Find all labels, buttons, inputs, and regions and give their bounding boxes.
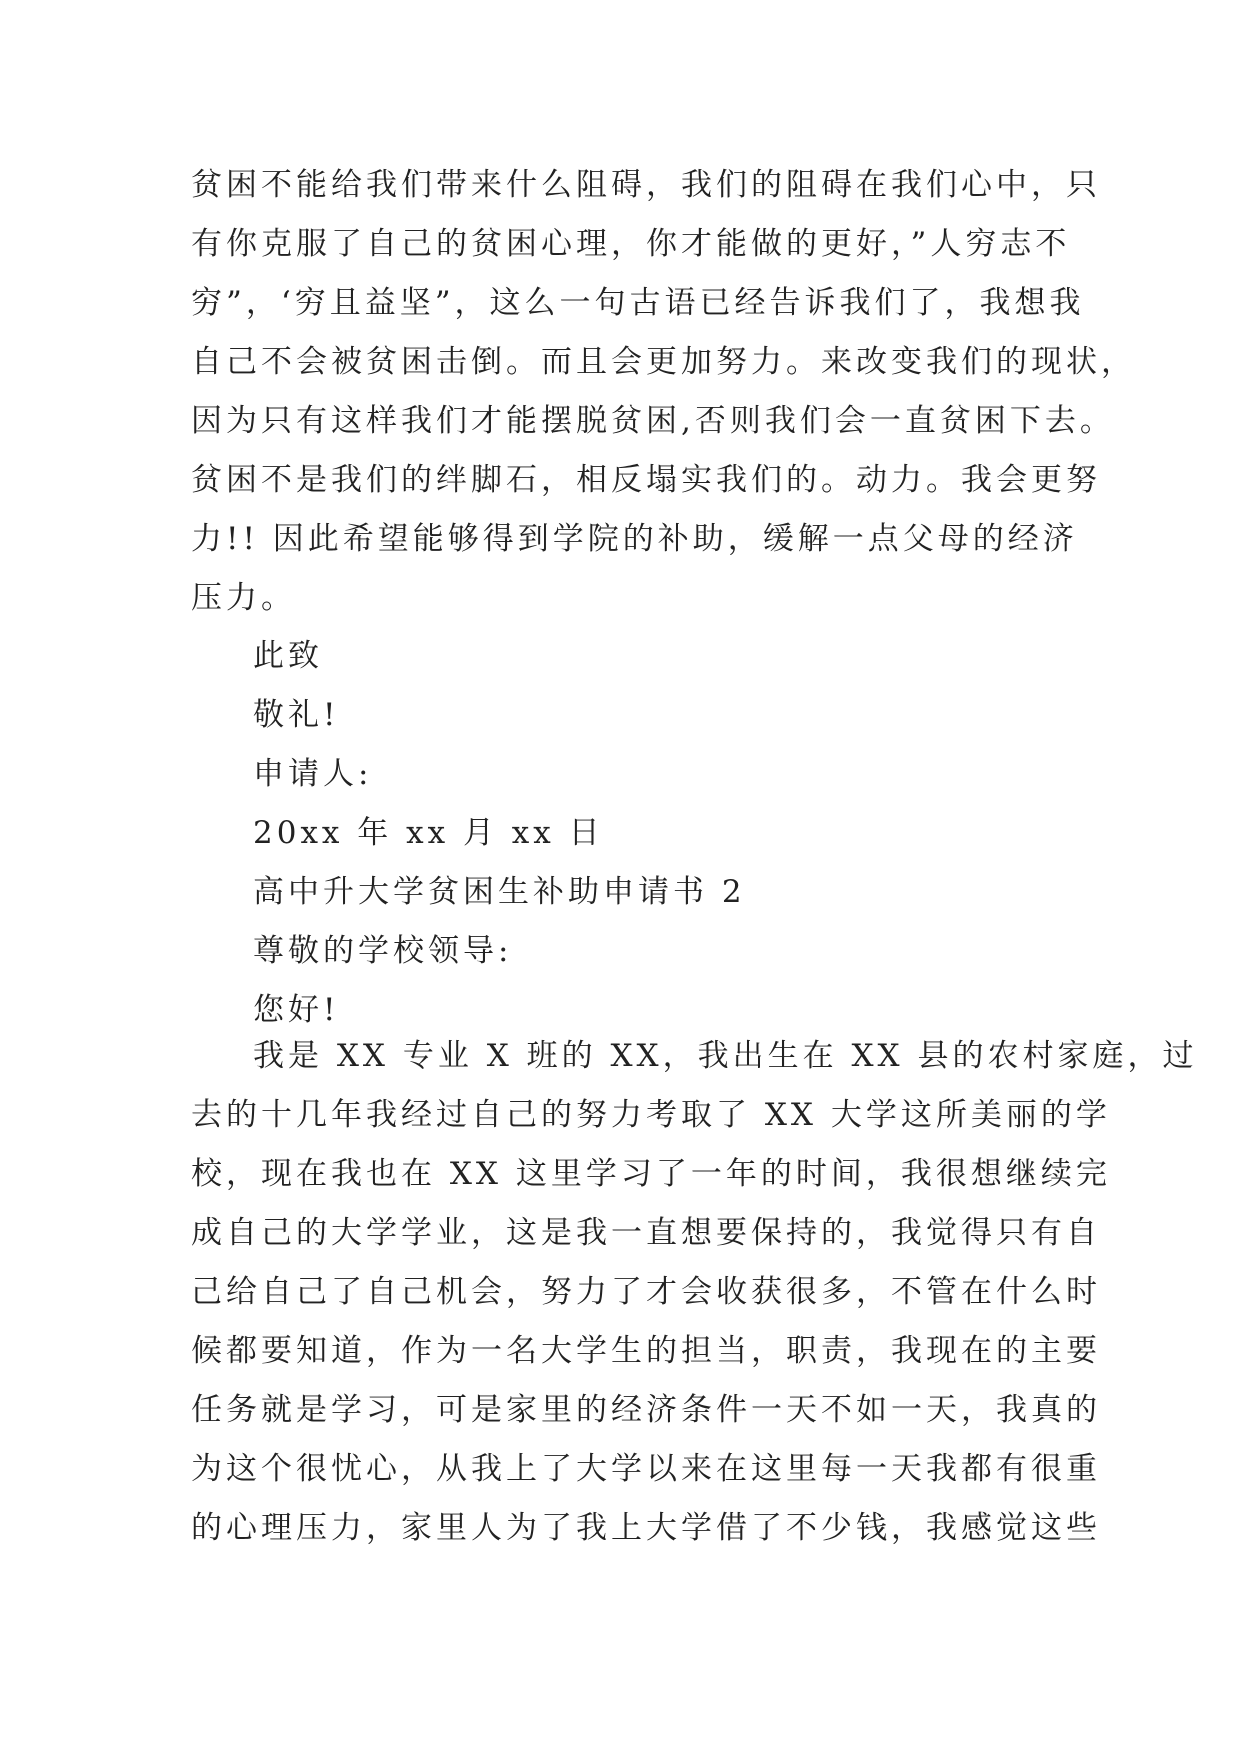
text-line: 成自己的大学学业，这是我一直想要保持的，我觉得只有自 — [191, 1215, 1101, 1251]
text-line: 我是 XX 专业 X 班的 XX，我出生在 XX 县的农村家庭，过 — [253, 1038, 1198, 1074]
text-line: 己给自己了自己机会，努力了才会收获很多，不管在什么时 — [191, 1274, 1101, 1310]
text-line: 有你克服了自己的贫困心理，你才能做的更好，”人穷志不 — [191, 226, 1071, 262]
letter-2-greeting: 您好! — [253, 992, 340, 1028]
text-line: 贫困不能给我们带来什么阻碍，我们的阻碍在我们心中，只 — [191, 167, 1101, 203]
closing-ci-zhi: 此致 — [253, 638, 323, 674]
text-line: 为这个很忧心，从我上了大学以来在这里每一天我都有很重 — [191, 1451, 1101, 1487]
letter-closing-and-second-letter-header — [191, 627, 1051, 1040]
text-line: 穷”，‘穷且益坚”，这么一句古语已经告诉我们了，我想我 — [191, 285, 1085, 321]
applicant-label: 申请人: — [253, 756, 373, 792]
letter-2-salutation: 尊敬的学校领导: — [253, 933, 513, 969]
letter-2-title: 高中升大学贫困生补助申请书 2 — [253, 874, 746, 910]
paragraph-poverty-motivation — [191, 156, 1136, 628]
letter-date: 20xx 年 xx 月 xx 日 — [253, 815, 604, 851]
text-line: 贫困不是我们的绊脚石，相反塌实我们的。动力。我会更努 — [191, 462, 1101, 498]
text-line: 压力。 — [191, 580, 296, 616]
text-line: 候都要知道，作为一名大学生的担当，职责，我现在的主要 — [191, 1333, 1101, 1369]
closing-jing-li: 敬礼! — [253, 697, 340, 733]
text-line: 自己不会被贫困击倒。而且会更加努力。来改变我们的现状， — [191, 344, 1136, 380]
text-line: 任务就是学习，可是家里的经济条件一天不如一天，我真的 — [191, 1392, 1101, 1428]
text-line: 去的十几年我经过自己的努力考取了 XX 大学这所美丽的学 — [191, 1097, 1111, 1133]
text-line: 力!! 因此希望能够得到学院的补助，缓解一点父母的经济 — [191, 521, 1078, 557]
text-line: 的心理压力，家里人为了我上大学借了不少钱，我感觉这些 — [191, 1510, 1101, 1546]
text-line: 因为只有这样我们才能摆脱贫困,否则我们会一直贫困下去。 — [191, 403, 1115, 439]
letter-2-body-paragraph — [191, 1027, 1198, 1558]
text-line: 校，现在我也在 XX 这里学习了一年的时间，我很想继续完 — [191, 1156, 1111, 1192]
